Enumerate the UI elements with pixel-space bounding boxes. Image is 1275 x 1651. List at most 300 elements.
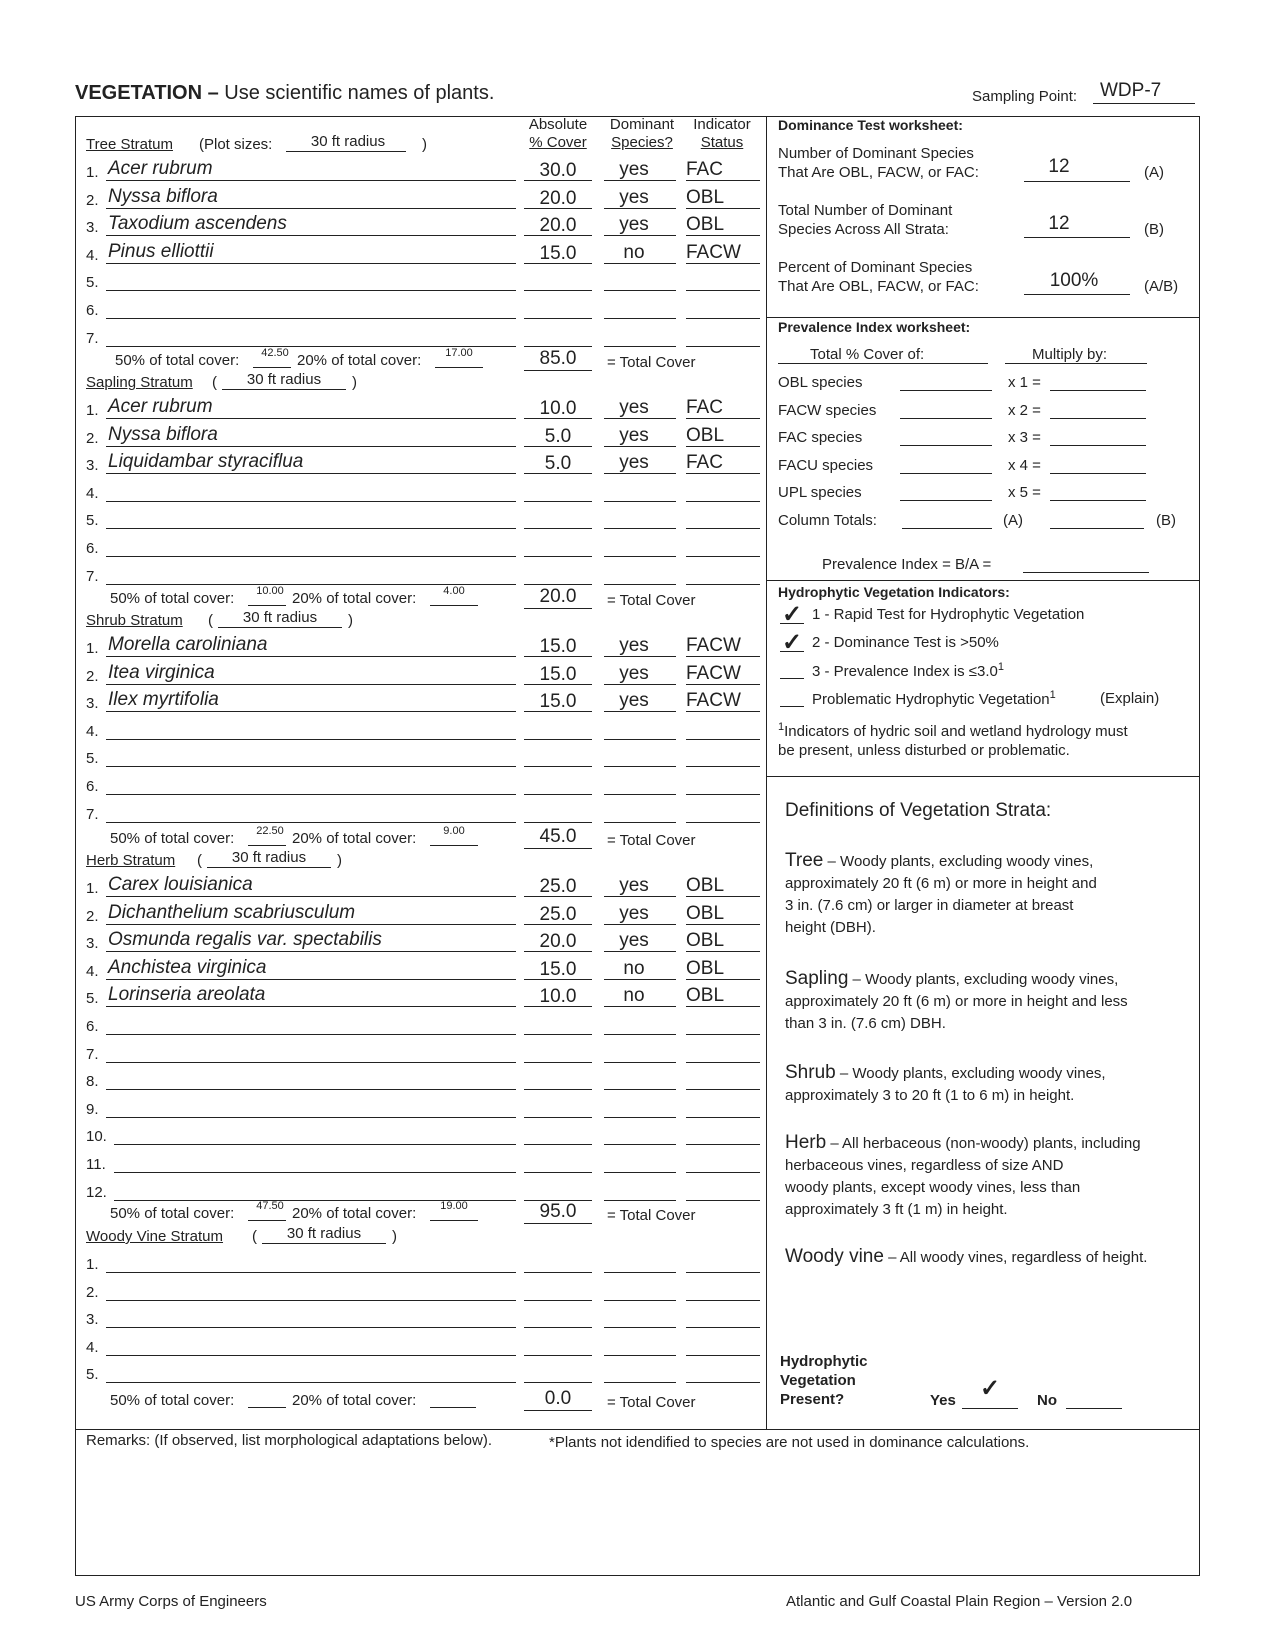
herb-dominant-value[interactable]: no [623,957,645,979]
tree-species-name[interactable]: Nyssa biflora [108,185,218,207]
tree-twenty-label: 20% of total cover: [297,352,422,369]
herb-species-line [106,1117,516,1118]
sapling-dominant-value[interactable]: yes [619,452,649,474]
shrub-indicator-line [686,739,760,740]
dominance-a-line2: That Are OBL, FACW, or FAC: [778,164,979,181]
prevalence-cover-field[interactable] [900,445,992,446]
sapling-cover-line [524,446,592,447]
prevalence-product-field[interactable] [1050,418,1146,419]
present-yes-check-icon[interactable]: ✓ [980,1375,1001,1402]
present-no-label: No [1037,1392,1057,1409]
tree-twenty-line [435,367,483,368]
sapling-cover-value[interactable]: 5.0 [544,453,572,475]
vine-row-number: 1. [86,1256,99,1273]
herb-indicator-line [686,1200,760,1201]
tree-indicator-line [686,290,760,291]
tree-fifty-line [253,367,291,368]
herb-fifty-label: 50% of total cover: [110,1205,235,1222]
sapling-species-line [106,556,516,557]
tree-dominant-line [604,318,676,319]
tree-species-line [106,290,516,291]
sapling-dominant-line [604,418,676,419]
herb-dominant-value[interactable]: yes [619,930,649,952]
shrub-plot-value: 30 ft radius [242,609,318,626]
shrub-cover-line [524,766,592,767]
tree-plot-close: ) [422,136,427,153]
prevalence-product-field[interactable] [1050,445,1146,446]
sapling-total-label: = Total Cover [607,592,696,609]
prevalence-totals-a-line [902,528,992,529]
dominance-a-tag: (A) [1144,164,1164,181]
herb-dominant-line [604,1062,676,1063]
shrub-indicator-value[interactable]: FACW [686,635,741,656]
herb-species-name[interactable]: Dichanthelium scabriusculum [108,901,356,923]
definition-herb-term: Herb [785,1132,827,1153]
tree-twenty-value: 17.00 [445,347,473,359]
herb-dominant-line [604,896,676,897]
herb-indicator-line [686,1117,760,1118]
shrub-indicator-value[interactable]: FACW [686,662,741,684]
shrub-species-name[interactable]: Morella caroliniana [108,634,268,655]
sapling-indicator-value[interactable]: OBL [686,424,725,446]
sapling-indicator-line [686,446,760,447]
herb-species-line [106,1062,516,1063]
sapling-row-number: 6. [86,540,99,557]
herb-cover-line [524,1172,592,1173]
prevalence-cover-field[interactable] [900,418,992,419]
definition-sapling-term: Sapling [785,968,849,989]
col-dominant-1: Dominant [609,116,675,133]
sapling-indicator-line [686,528,760,529]
col-absolute-2: % Cover [529,134,587,151]
dominance-ab-line [1024,294,1130,295]
tree-row-number: 4. [86,246,99,264]
shrub-total-label: = Total Cover [607,832,696,849]
dominance-ab-tag: (A/B) [1144,278,1179,295]
tree-indicator-value[interactable]: OBL [686,186,725,208]
vine-row-number: 5. [86,1366,99,1384]
sapling-twenty-line [430,605,478,606]
definition-vine-l1: – All woody vines, regardless of height. [883,1249,1148,1266]
definition-tree-l4: height (DBH). [785,919,876,936]
tree-dominant-value[interactable]: yes [619,186,649,208]
sapling-row-number: 4. [86,484,99,502]
tree-species-name[interactable]: Taxodium ascendens [108,213,287,235]
sapling-cover-line [524,501,592,502]
herb-dominant-line [604,951,676,952]
col-indicator [684,116,760,152]
present-l3: Present? [780,1391,845,1408]
dominance-b-line [1024,237,1130,238]
herb-indicator-value[interactable]: OBL [686,902,725,924]
vine-dominant-line [604,1327,676,1328]
herb-indicator-value[interactable]: OBL [686,985,725,1007]
vine-row-number: 3. [86,1311,99,1329]
definition-shrub-l2: approximately 3 to 20 ft (1 to 6 m) in height. [785,1087,1075,1104]
herb-row-number: 5. [86,990,99,1008]
herb-dominant-value[interactable]: no [623,985,645,1007]
tree-cover-line [524,263,592,264]
dominance-b-label [778,201,952,239]
tree-indicator-line [686,180,760,181]
shrub-species-line [106,822,516,823]
vine-dominant-line [604,1355,676,1356]
tree-row-number: 1. [86,164,99,181]
herb-dominant-line [604,1034,676,1035]
sapling-indicator-value[interactable]: FAC [686,397,723,418]
herb-cover-value[interactable]: 10.0 [539,986,577,1008]
tree-row-number: 7. [86,329,99,347]
sapling-cover-line [524,584,592,585]
definition-vine [785,1246,1147,1269]
tree-indicator-line [686,263,760,264]
sampling-label: Sampling Point: [972,88,1078,105]
prevalence-totals-a: (A) [1003,512,1023,529]
prevalence-multiplier: x 4 = [1008,456,1041,474]
tree-dominant-line [604,180,676,181]
vine-fifty-line [248,1407,286,1408]
present-yes-line [962,1408,1018,1409]
herb-dominant-value[interactable]: yes [619,875,649,896]
vine-indicator-line [686,1382,760,1383]
vine-total-label: = Total Cover [607,1394,696,1411]
tree-dominant-line [604,263,676,264]
shrub-row-number: 4. [86,722,99,740]
shrub-dominant-value[interactable]: yes [619,690,649,712]
tree-indicator-value[interactable]: FAC [686,159,723,180]
prevalence-index-label: Prevalence Index = B/A = [822,556,992,573]
herb-row-number: 12. [86,1183,107,1201]
prevalence-index-line [1023,572,1149,573]
herb-indicator-value[interactable]: OBL [686,930,725,952]
tree-indicator-line [686,346,760,347]
herb-cover-line [524,1144,592,1145]
shrub-row-number: 1. [86,640,99,657]
definition-vine-term: Woody vine [785,1246,884,1267]
herb-cover-value[interactable]: 15.0 [539,958,577,980]
herb-species-name[interactable]: Osmunda regalis var. spectabilis [108,929,382,951]
sapling-cover-line [524,473,592,474]
herb-total-label: = Total Cover [607,1207,696,1224]
herb-dominant-line [604,924,676,925]
tree-cover-line [524,318,592,319]
prevalence-product-field[interactable] [1050,473,1146,474]
herb-cover-value[interactable]: 25.0 [539,903,577,925]
tree-indicator-value[interactable]: FACW [686,241,741,263]
present-l1: Hydrophytic [780,1353,868,1370]
shrub-dominant-value[interactable]: yes [619,662,649,684]
herb-species-line [106,924,516,925]
shrub-species-name[interactable]: Itea virginica [108,661,215,683]
col-dominant-2: Species? [611,134,673,151]
footer-left: US Army Corps of Engineers [75,1593,267,1610]
sapling-species-line [106,418,516,419]
tree-species-name[interactable]: Acer rubrum [108,158,213,179]
present-label [780,1352,868,1409]
shrub-row-number: 7. [86,805,99,823]
dominance-a-label [778,144,979,182]
shrub-species-line [106,739,516,740]
tree-plot-label: (Plot sizes: [199,136,273,153]
tree-indicator-value[interactable]: OBL [686,214,725,236]
sapling-plot-value: 30 ft radius [246,371,322,388]
sapling-species-line [106,528,516,529]
herb-indicator-line [686,1172,760,1173]
herb-row-number: 7. [86,1045,99,1063]
shrub-cover-value[interactable]: 15.0 [539,691,577,713]
shrub-indicator-line [686,822,760,823]
tree-dominant-value[interactable]: yes [619,159,649,180]
vine-row-number: 4. [86,1338,99,1356]
sapling-stratum-label: Sapling Stratum [86,374,193,391]
dominance-b-line2: Species Across All Strata: [778,221,949,238]
tree-row-number: 3. [86,219,99,237]
definitions-title: Definitions of Vegetation Strata: [785,800,1052,821]
tree-dominant-value[interactable]: no [623,241,645,263]
shrub-total-line [524,848,592,849]
dominance-title: Dominance Test worksheet: [778,117,963,133]
shrub-indicator-line [686,794,760,795]
indicator-check-icon[interactable]: ✓ [782,628,803,656]
sapling-dominant-line [604,584,676,585]
indicator-text [812,606,1084,623]
herb-species-line [106,1006,516,1007]
herb-indicator-line [686,1006,760,1007]
tree-species-name[interactable]: Pinus elliottii [108,240,214,262]
definition-herb-l3: woody plants, except woody vines, less than [785,1179,1081,1196]
herb-dominant-line [604,1006,676,1007]
herb-row-number: 6. [86,1018,99,1035]
shrub-species-line [106,711,516,712]
tree-cover-value[interactable]: 15.0 [539,242,577,264]
shrub-dominant-line [604,711,676,712]
dominance-b-line1: Total Number of Dominant [778,202,953,219]
herb-dominant-line [604,979,676,980]
sapling-row-number: 1. [86,402,99,419]
sapling-species-name[interactable]: Liquidambar styraciflua [108,451,304,473]
vine-dominant-line [604,1300,676,1301]
indicators-title: Hydrophytic Vegetation Indicators: [778,584,1010,600]
sapling-dominant-value[interactable]: yes [619,424,649,446]
prevalence-cover-field[interactable] [900,473,992,474]
herb-dominant-value[interactable]: yes [619,902,649,924]
dominance-a-line [1024,181,1130,182]
dominance-ab-line1: Percent of Dominant Species [778,259,973,276]
vine-stratum-label: Woody Vine Stratum [86,1228,224,1245]
sapling-row-number: 5. [86,512,99,530]
tree-dominant-line [604,208,676,209]
herb-species-line [106,896,516,897]
vine-row-number: 2. [86,1283,99,1301]
dominance-a-value: 12 [1048,156,1070,177]
herb-indicator-line [686,1144,760,1145]
tree-species-line [106,235,516,236]
dominance-ab-value: 100% [1049,270,1099,291]
herb-total-line [524,1223,592,1224]
shrub-indicator-line [686,766,760,767]
herb-indicator-line [686,1089,760,1090]
sapling-cover-value[interactable]: 10.0 [539,398,577,419]
tree-plot-line [286,151,406,152]
sapling-fifty-label: 50% of total cover: [110,590,235,607]
prevalence-title: Prevalence Index worksheet: [778,319,971,335]
indicator-footnote-mark: 1 [997,661,1004,673]
herb-row-number: 2. [86,907,99,925]
tree-dominant-line [604,235,676,236]
definition-herb [785,1132,1141,1221]
sapling-species-name[interactable]: Acer rubrum [108,396,213,417]
herb-row-number: 9. [86,1100,99,1118]
shrub-dominant-value[interactable]: yes [619,635,649,656]
sapling-fifty-line [248,605,286,606]
shrub-plot-close: ) [348,612,353,629]
tree-fifty-value: 42.50 [261,347,289,359]
prevalence-multiplier: x 1 = [1008,374,1041,391]
herb-species-name[interactable]: Anchistea virginica [108,956,267,978]
vine-twenty-line [430,1407,476,1408]
shrub-row-number: 5. [86,750,99,768]
sapling-dominant-line [604,501,676,502]
sapling-plot-close: ) [352,374,357,391]
shrub-cover-value[interactable]: 15.0 [539,636,577,657]
vine-species-line [106,1382,516,1383]
present-no-line[interactable] [1066,1408,1122,1409]
herb-indicator-value[interactable]: OBL [686,875,725,896]
tree-species-line [106,208,516,209]
sapling-dominant-value[interactable]: yes [619,397,649,418]
shrub-cover-line [524,739,592,740]
herb-cover-line [524,979,592,980]
prevalence-product-field[interactable] [1050,500,1146,501]
indicator-text-label: 2 - Dominance Test is >50% [812,633,999,651]
herb-fifty-value: 47.50 [256,1200,284,1212]
tree-stratum-label: Tree Stratum [86,136,173,153]
sapling-indicator-value[interactable]: FAC [686,452,723,474]
prevalence-multiplier: x 5 = [1008,484,1041,501]
tree-cover-line [524,208,592,209]
herb-indicator-line [686,896,760,897]
divider-indicators [766,776,1200,777]
shrub-row-number: 3. [86,695,99,713]
herb-cover-value[interactable]: 25.0 [539,876,577,897]
herb-species-line [106,1034,516,1035]
prevalence-cover-field[interactable] [900,500,992,501]
herb-indicator-value[interactable]: OBL [686,957,725,979]
tree-cover-value[interactable]: 30.0 [539,160,577,181]
prevalence-totals-b-line [1050,528,1144,529]
tree-indicator-line [686,208,760,209]
prevalence-species-label: OBL species [778,374,863,391]
vine-dominant-line [604,1272,676,1273]
herb-cover-line [524,1089,592,1090]
herb-species-name[interactable]: Lorinseria areolata [108,984,266,1006]
vine-species-line [106,1300,516,1301]
shrub-cover-line [524,711,592,712]
prevalence-species-label: UPL species [778,484,862,501]
herb-indicator-line [686,924,760,925]
herb-row-number: 8. [86,1073,99,1091]
shrub-fifty-value: 22.50 [256,825,284,837]
indicator-footnote-mark: 1 [1049,688,1056,701]
shrub-cover-line [524,684,592,685]
sapling-cover-value[interactable]: 5.0 [544,425,572,447]
sampling-underline [1093,103,1195,104]
indicator-text-label: 1 - Rapid Test for Hydrophytic Vegetation [812,606,1085,623]
shrub-cover-line [524,656,592,657]
sapling-plot-line [222,389,346,390]
vine-cover-line [524,1355,592,1356]
shrub-indicator-line [686,656,760,657]
sapling-indicator-line [686,584,760,585]
shrub-cover-value[interactable]: 15.0 [539,663,577,685]
vine-plot-open: ( [252,1228,257,1245]
herb-cover-line [524,951,592,952]
herb-cover-line [524,896,592,897]
shrub-species-line [106,766,516,767]
sapling-row-number: 3. [86,457,99,475]
herb-cover-line [524,1117,592,1118]
shrub-indicator-line [686,711,760,712]
prevalence-product-field[interactable] [1050,390,1146,391]
tree-cover-value[interactable]: 20.0 [539,187,577,209]
herb-row-number: 3. [86,935,99,953]
sapling-cover-line [524,418,592,419]
tree-row-number: 5. [86,274,99,292]
herb-total-value: 95.0 [539,1201,577,1222]
remarks-note: *Plants not idendified to species are not used in dominance calculations. [549,1434,1030,1451]
shrub-indicator-line [686,684,760,685]
tree-species-line [106,180,516,181]
vine-cover-line [524,1382,592,1383]
indicator-check-icon[interactable]: ✓ [782,601,803,628]
shrub-indicator-value[interactable]: FACW [686,690,741,712]
sapling-indicator-line [686,556,760,557]
herb-cover-line [524,1034,592,1035]
tree-dominant-value[interactable]: yes [619,214,649,236]
herb-indicator-line [686,951,760,952]
sapling-fifty-value: 10.00 [256,585,284,597]
herb-stratum-label: Herb Stratum [86,852,176,869]
sapling-species-name[interactable]: Nyssa biflora [108,423,218,445]
shrub-stratum-label: Shrub Stratum [86,612,183,629]
herb-twenty-label: 20% of total cover: [292,1205,417,1222]
indicator-text [812,634,999,651]
shrub-dominant-line [604,794,676,795]
herb-row-number: 10. [86,1128,107,1146]
shrub-species-name[interactable]: Ilex myrtifolia [108,689,219,711]
shrub-fifty-label: 50% of total cover: [110,830,235,847]
vine-plot-close: ) [392,1228,397,1245]
sapling-species-line [106,501,516,502]
vine-total-value: 0.0 [544,1388,572,1409]
tree-cover-line [524,346,592,347]
dominance-a-line1: Number of Dominant Species [778,145,974,162]
herb-plot-line [207,867,331,868]
herb-row-number: 1. [86,880,99,897]
tree-cover-value[interactable]: 20.0 [539,215,577,237]
prevalence-cover-field[interactable] [900,390,992,391]
indicator-check-line [780,706,804,707]
herb-twenty-line [430,1220,478,1221]
herb-cover-value[interactable]: 20.0 [539,931,577,953]
sapling-dominant-line [604,556,676,557]
tree-indicator-line [686,235,760,236]
shrub-fifty-line [248,845,286,846]
definition-shrub-term: Shrub [785,1062,836,1083]
indicators-note-sup: 1 [778,721,785,733]
shrub-dominant-line [604,739,676,740]
herb-species-name[interactable]: Carex louisianica [108,874,253,895]
